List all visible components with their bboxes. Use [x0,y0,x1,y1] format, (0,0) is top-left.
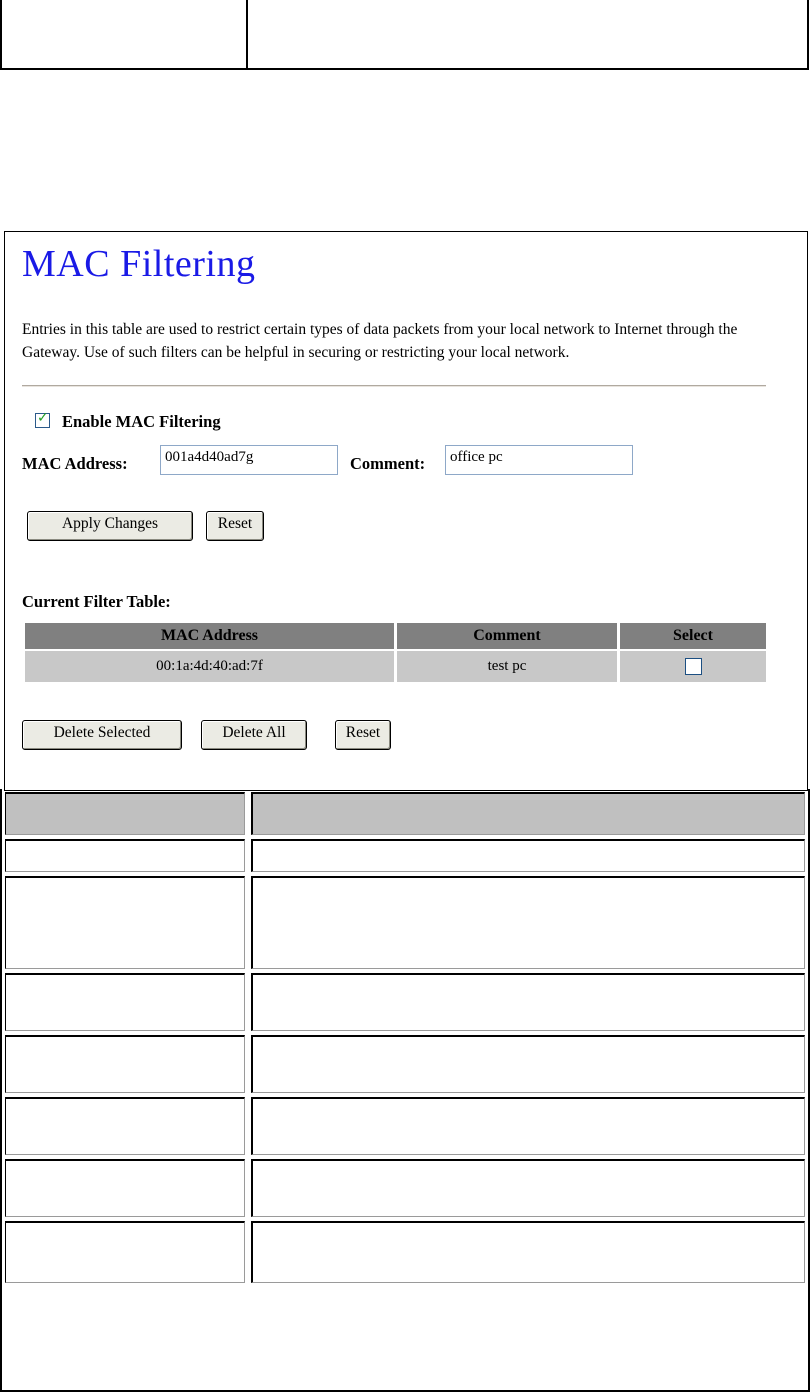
mac-filtering-panel [4,231,808,791]
param-cell [5,1221,245,1283]
cell-comment: test pc [397,651,617,682]
param-cell [251,1035,805,1093]
enable-mac-filtering-row [35,412,221,432]
reset-button[interactable]: Reset [206,511,264,541]
reset-all-button[interactable]: Reset [335,720,391,750]
comment-label: Comment: [350,454,426,473]
comment-input[interactable]: office pc [445,445,633,475]
param-row [5,876,805,969]
delete-all-button[interactable]: Delete All [201,720,307,750]
cell-mac-address: 00:1a:4d:40:ad:7f [25,651,394,682]
current-filter-table-title: Current Filter Table: [22,592,171,611]
parameter-table [0,789,810,1392]
param-row [5,1221,805,1283]
param-cell [251,1221,805,1283]
param-row [5,1035,805,1093]
param-cell [251,1159,805,1217]
delete-selected-button[interactable]: Delete Selected [22,720,182,750]
param-cell [5,1159,245,1217]
param-row [5,839,805,872]
param-cell [5,876,245,969]
mac-address-input[interactable]: 001a4d40ad7g [160,445,338,475]
top-table-divider [246,0,248,68]
divider [22,385,766,387]
header-select: Select [620,623,766,649]
header-mac-address: MAC Address [25,623,394,649]
row-select-checkbox[interactable] [685,658,702,675]
cell-select [620,651,766,682]
param-cell [5,1097,245,1155]
param-cell [251,839,805,872]
top-table-fragment [0,0,809,70]
param-cell [5,973,245,1031]
param-row [5,973,805,1031]
param-header-row [5,792,805,835]
param-cell [5,1035,245,1093]
param-header-cell-1 [5,792,245,835]
param-row [5,1097,805,1155]
table-row [25,651,766,682]
enable-mac-filtering-label: Enable MAC Filtering [62,412,221,431]
param-cell [5,839,245,872]
enable-mac-filtering-checkbox[interactable] [35,410,50,428]
header-comment: Comment [397,623,617,649]
page-title: MAC Filtering [22,243,256,285]
param-header-cell-2 [251,792,805,835]
apply-changes-button[interactable]: Apply Changes [27,511,193,541]
param-cell [251,1097,805,1155]
checkmark-icon: ✓ [37,410,49,426]
current-filter-table [22,621,769,684]
param-row [5,1159,805,1217]
mac-address-label: MAC Address: [22,454,128,473]
param-cell [251,876,805,969]
page-description: Entries in this table are used to restrict certain types of data packets from your local network to Internet through the Gateway. Use of such filters can be helpful in securing or restricting your local network. [22,321,738,361]
param-cell [251,973,805,1031]
